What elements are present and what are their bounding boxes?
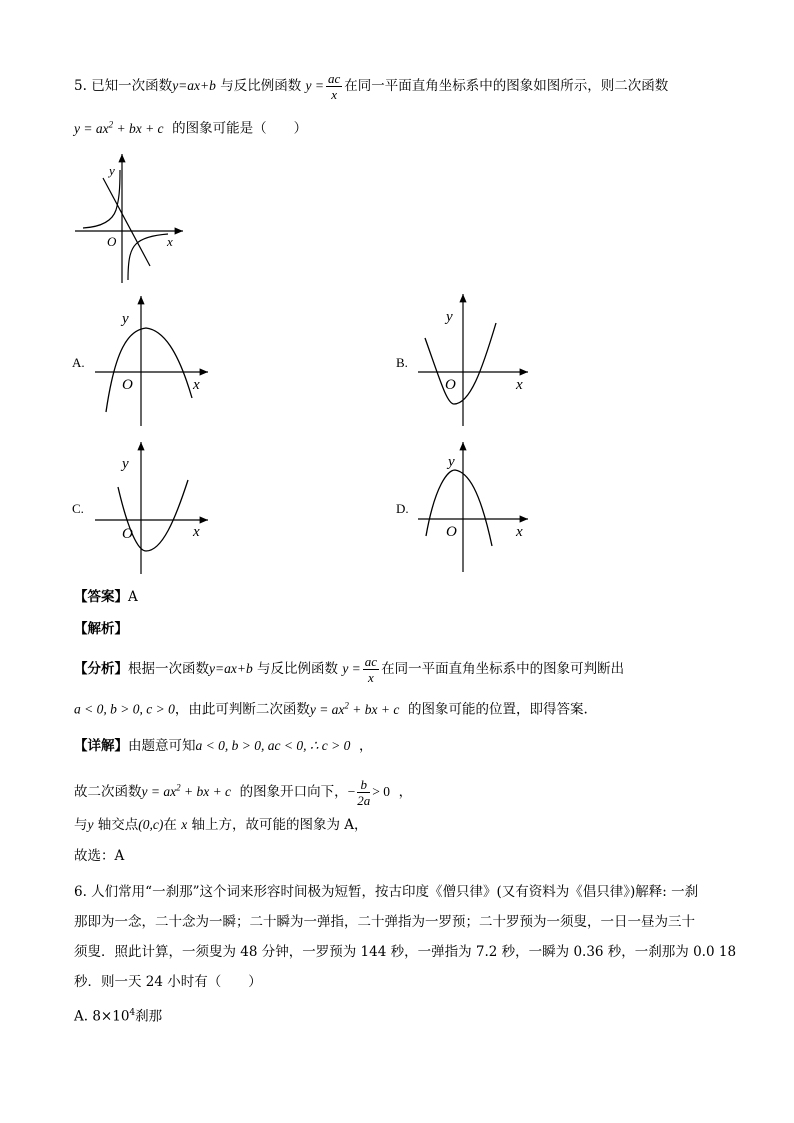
answer-label: 【答案】 — [74, 589, 128, 605]
option-b-x: x — [516, 377, 523, 393]
vertex-fraction: $\frac{b}{2a}$ — [357, 777, 371, 808]
option-d-label[interactable]: D. — [396, 501, 409, 516]
fenxi-label: 【分析】 — [74, 661, 128, 677]
option-c-graph[interactable] — [95, 442, 208, 574]
q6-line-3: 须叟．照此计算，一须叟为 48 分钟，一罗预为 144 秒，一弹指为 7.2 秒，一瞬为 0.36 秒，一刹那为 0.0 18 — [74, 944, 737, 960]
sign-conditions: a < 0, b > 0, c > 0 — [74, 701, 175, 717]
option-b-y: y — [446, 309, 453, 325]
option-a-label[interactable]: A. — [72, 355, 85, 370]
q5-line-2: $y = ax^2$ + bx + c 的图象可能是（ ） — [74, 119, 308, 137]
option-c-y: y — [122, 456, 129, 472]
option-d-graph[interactable] — [418, 442, 528, 572]
option-a-y: y — [122, 311, 129, 327]
xiangjie-line-3: 与y 轴交点(0,c)在 x 轴上方，故可能的图象为 A， — [74, 817, 368, 833]
option-d-origin: O — [446, 524, 457, 540]
option-a-x: x — [193, 377, 200, 393]
q6-line-2: 那即为一念，二十念为一瞬；二十瞬为一弹指，二十弹指为一罗预；二十罗预为一须叟，一日一昼为三十 — [74, 914, 695, 930]
option-d-y: y — [448, 454, 455, 470]
option-b-label[interactable]: B. — [396, 355, 408, 370]
xiangjie-line-2: 故二次函数$y = ax^2$ + bx + c 的图象开口向下，− $\frac{b}{2a}$ > 0 ， — [74, 777, 413, 808]
given-origin-label: O — [107, 234, 117, 249]
fenxi-line-1: 【分析】根据一次函数y=ax+b 与反比例函数 y = $\frac{ac}{x}$ 在同一平面直角坐标系中的图象可判断出 — [74, 654, 625, 685]
option-c-label[interactable]: C. — [72, 501, 84, 516]
quadratic-function: $y = ax^2$ + bx + c — [74, 119, 164, 136]
inverse-fraction: $\frac{ac}{x}$ — [327, 71, 341, 102]
answer-line — [74, 587, 138, 607]
option-b-origin: O — [445, 377, 456, 393]
given-x-label: x — [167, 234, 173, 249]
option-d-x: x — [516, 524, 523, 540]
q5-number: 5. — [74, 78, 87, 94]
linear-function: y=ax+b — [172, 78, 216, 93]
given-y-label: y — [109, 163, 115, 178]
q6-line-1: 6. 人们常用“一刹那”这个词来形容时间极为短暂，按古印度《僧只律》(又有资料为《倡只律》)解释: 一刹 — [74, 884, 699, 900]
q6-option-a[interactable]: A. $8\times 10^4$刹那 — [74, 1008, 163, 1025]
q6-line-4: 秒．则一天 24 小时有（ ） — [74, 974, 262, 990]
answer-value: A — [128, 589, 138, 605]
xiangjie-line-1: 【详解】由题意可知a < 0, b > 0, ac < 0, ∴ c > 0 ， — [74, 738, 373, 754]
analysis-heading: 【解析】 — [74, 621, 128, 637]
fenxi-line-2: a < 0, b > 0, c > 0，由此可判断二次函数$y = ax^2$ + bx + c 的图象可能的位置，即得答案. — [74, 700, 588, 718]
q5-line-1: 5. 已知一次函数y=ax+b 与反比例函数 y = $\frac{ac}{x}$ 在同一平面直角坐标系中的图象如图所示，则二次函数 — [74, 71, 669, 102]
option-c-origin: O — [122, 526, 133, 542]
option-b-graph[interactable] — [418, 294, 528, 426]
xiangjie-label: 【详解】 — [74, 738, 128, 754]
option-a-graph[interactable] — [95, 296, 208, 426]
option-a-origin: O — [122, 377, 133, 393]
xiangjie-line-4: 故选：A — [74, 848, 125, 864]
option-c-x: x — [193, 524, 200, 540]
